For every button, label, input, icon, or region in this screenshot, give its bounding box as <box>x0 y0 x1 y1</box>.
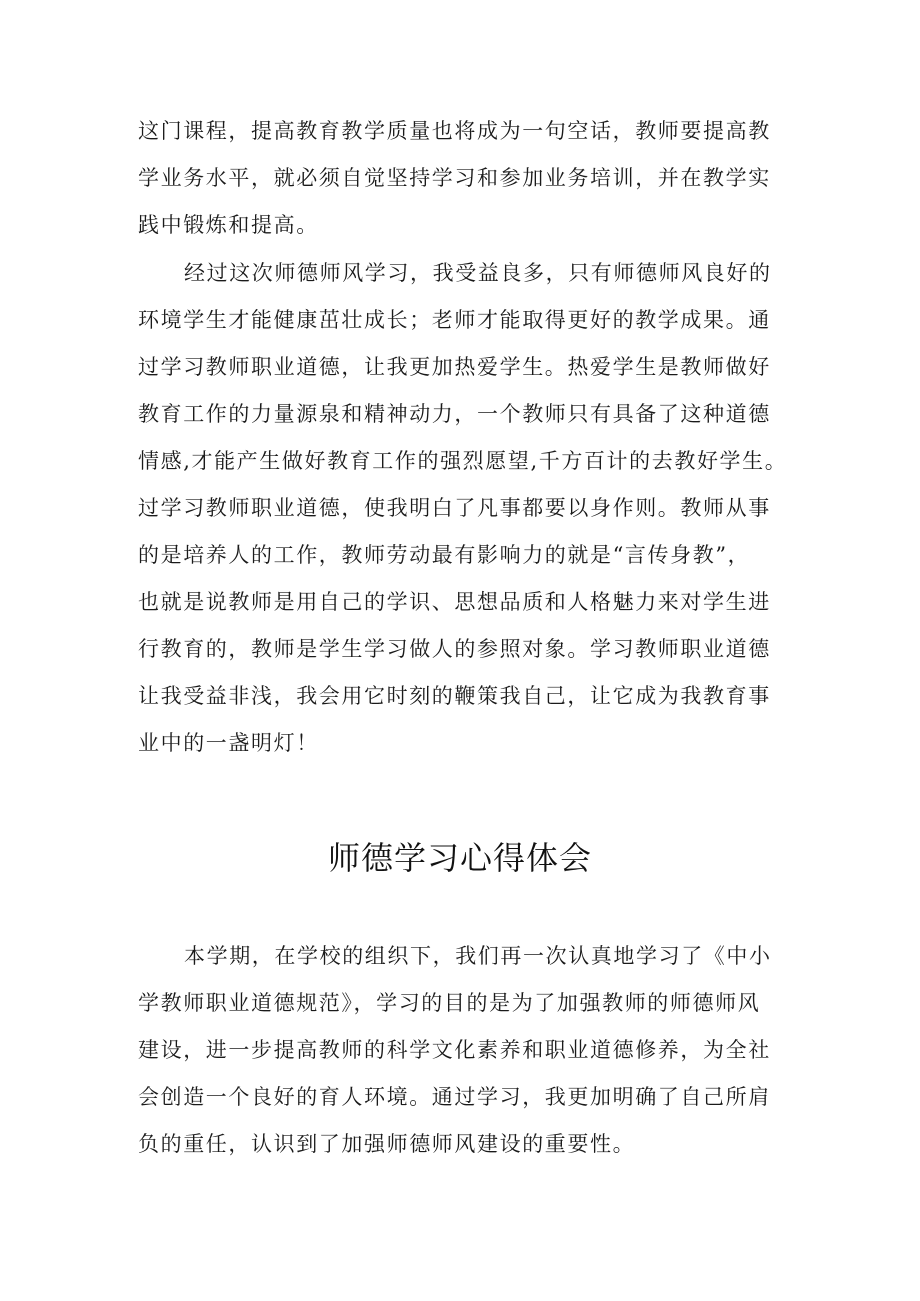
paragraph-line: 教育工作的力量源泉和精神动力，一个教师只有具备了这种道德 <box>138 402 771 426</box>
paragraph-line: 建设，进一步提高教师的科学文化素养和职业道德修养，为全社 <box>138 1038 771 1062</box>
paragraph-line: 环境学生才能健康茁壮成长；老师才能取得更好的教学成果。通 <box>138 308 771 332</box>
paragraph-line: 负的重任，认识到了加强师德师风建设的重要性。 <box>138 1132 636 1156</box>
paragraph-line: 让我受益非浅，我会用它时刻的鞭策我自己，让它成为我教育事 <box>138 684 771 708</box>
continuation-paragraph <box>138 108 798 249</box>
paragraph-line: 行教育的，教师是学生学习做人的参照对象。学习教师职业道德 <box>138 637 771 661</box>
paragraph-line: 学教师职业道德规范》，学习的目的是为了加强教师的师德师风 <box>138 991 761 1015</box>
paragraph-line: 的是培养人的工作，教师劳动最有影响力的就是“言传身教”， <box>138 543 751 567</box>
paragraph-line: 经过这次师德师风学习，我受益良多，只有师德师风良好的 <box>184 261 772 285</box>
paragraph-line: 本学期，在学校的组织下，我们再一次认真地学习了《中小 <box>184 944 772 968</box>
paragraph-line: 这门课程，提高教育教学质量也将成为一句空话，教师要提高教 <box>138 119 771 143</box>
paragraph-line: 过学习教师职业道德，使我明白了凡事都要以身作则。教师从事 <box>138 496 771 520</box>
paragraph-line: 业中的一盏明灯！ <box>138 731 319 755</box>
paragraph-line: 学业务水平，就必须自觉坚持学习和参加业务培训，并在教学实 <box>138 166 771 190</box>
intro-paragraph <box>138 933 798 1168</box>
reflection-paragraph <box>138 250 798 767</box>
paragraph-line: 也就是说教师是用自己的学识、思想品质和人格魅力来对学生进 <box>138 590 771 614</box>
paragraph-line: 过学习教师职业道德，让我更加热爱学生。热爱学生是教师做好 <box>138 355 771 379</box>
paragraph-line: 践中锻炼和提高。 <box>138 213 319 237</box>
paragraph-line: 情感,才能产生做好教育工作的强烈愿望,千方百计的去教好学生。 <box>138 449 788 473</box>
section-title: 师德学习心得体会 <box>327 839 592 877</box>
paragraph-line: 会创造一个良好的育人环境。通过学习，我更加明确了自己所肩 <box>138 1085 771 1109</box>
